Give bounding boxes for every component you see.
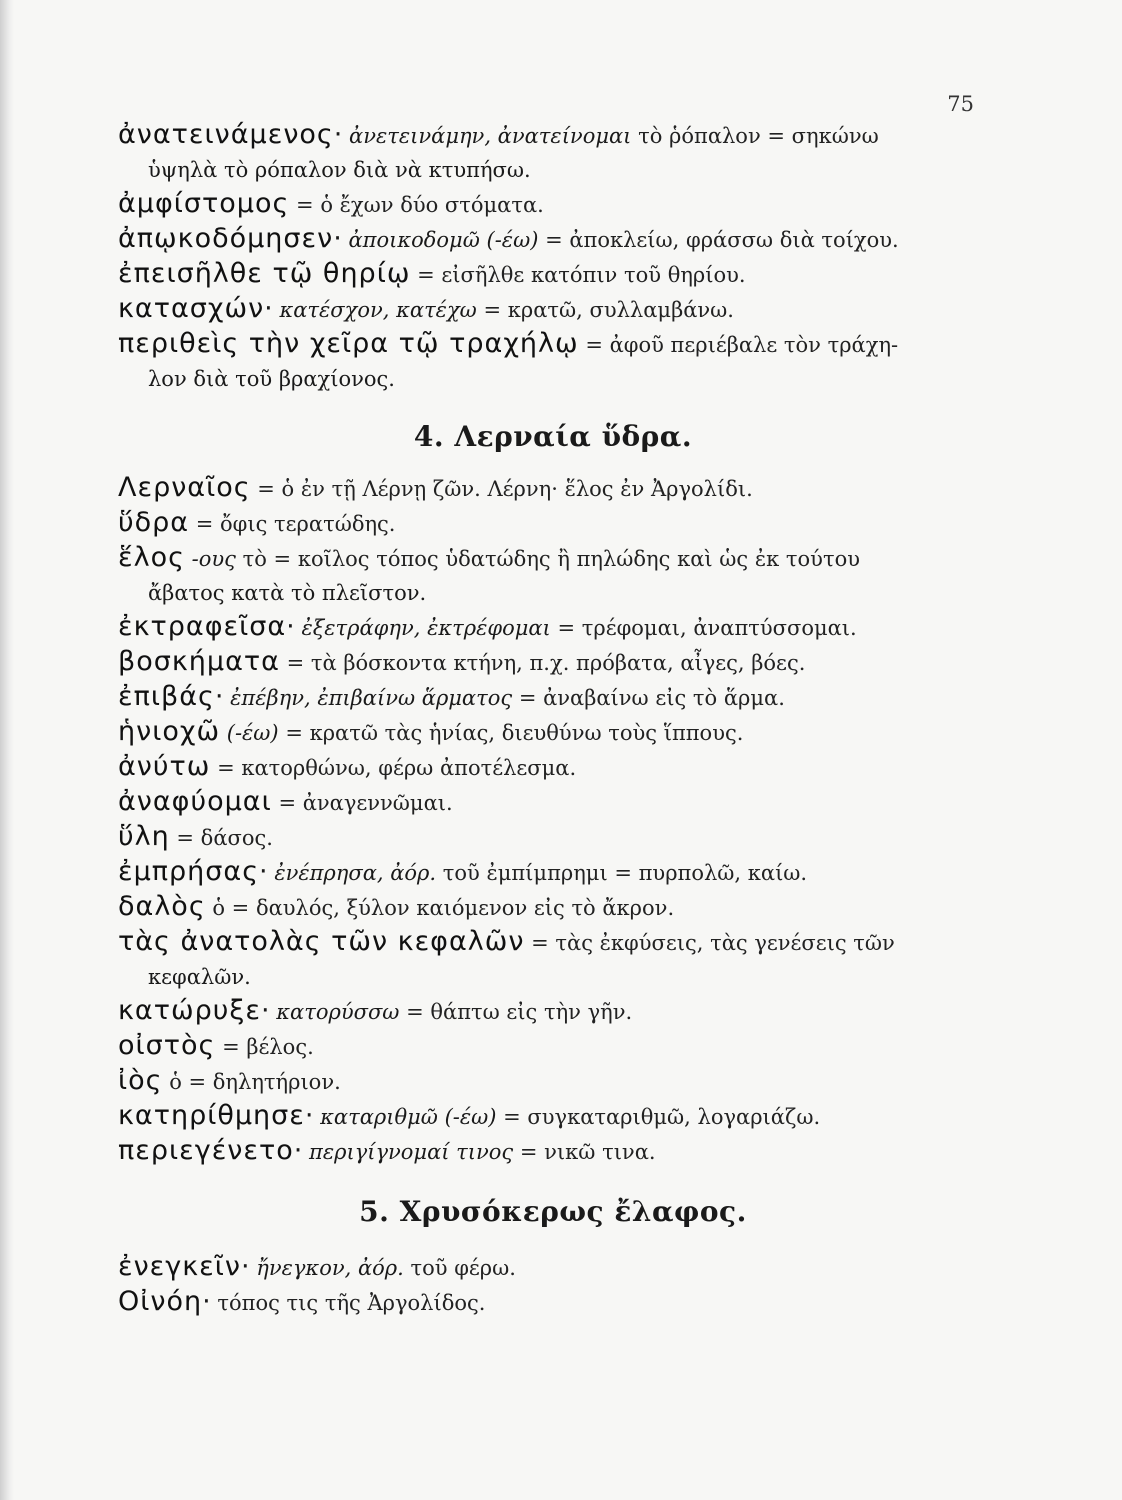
glossary-section-2 xyxy=(118,471,988,1169)
entry-separator: · xyxy=(202,1286,211,1317)
glossary-entry xyxy=(118,1029,988,1064)
entry-definition: = ἀφοῦ περιέβαλε τὸν τράχη- xyxy=(585,333,899,357)
entry-headword: ἀπῳκοδόμησεν xyxy=(118,223,334,254)
entry-definition: = εἰσῆλθε κατόπιν τοῦ θηρίου. xyxy=(417,263,746,287)
entry-headword: ἐνεγκεῖν xyxy=(118,1251,241,1282)
entry-headword: Λερναῖος xyxy=(118,472,251,503)
glossary-section-3 xyxy=(118,1250,988,1320)
entry-grammar-form: ἀνετεινάμην, ἀνατείνομαι xyxy=(349,124,632,148)
entry-headword: ὕδρα xyxy=(118,507,190,538)
entry-definition: = κρατῶ, συλλαμβάνω. xyxy=(483,298,734,322)
glossary-entry xyxy=(118,750,988,785)
glossary-entry xyxy=(118,1285,988,1320)
entry-headword: ἡνιοχῶ xyxy=(118,716,221,747)
entry-definition: = ἀποκλείω, φράσσω διὰ τοίχου. xyxy=(545,228,899,252)
entry-grammar-form: ἤνεγκον, ἀόρ. xyxy=(256,1256,404,1280)
glossary-entry xyxy=(118,855,988,890)
entry-headword: κατώρυξε xyxy=(118,995,261,1026)
entry-definition: τόπος τις τῆς Ἀργολίδος. xyxy=(217,1291,486,1315)
entry-definition: = κρατῶ τὰς ἡνίας, διευθύνω τοὺς ἵππους. xyxy=(285,721,744,745)
section-title-lernaia-hydra: 4. Λερναία ὕδρα. xyxy=(413,420,693,453)
glossary-entry xyxy=(118,257,988,292)
entry-separator: · xyxy=(264,293,273,324)
entry-headword: ἐμπρήσας xyxy=(118,856,260,887)
entry-continuation: λον διὰ τοῦ βραχίονος. xyxy=(148,367,395,391)
entry-separator: · xyxy=(286,611,295,642)
entry-headword: ἐκτραφεῖσα xyxy=(118,611,287,642)
entry-definition: = νικῶ τινα. xyxy=(519,1140,656,1164)
glossary-entry xyxy=(118,541,988,576)
entry-definition: = θάπτω εἰς τὴν γῆν. xyxy=(406,1000,633,1024)
entry-grammar-form: καταριθμῶ (-έω) xyxy=(320,1105,497,1129)
entry-grammar-form: κατέσχον, κατέχω xyxy=(279,298,477,322)
entry-separator: · xyxy=(333,223,342,254)
entry-headword: τὰς ἀνατολὰς τῶν κεφαλῶν xyxy=(118,926,525,957)
entry-headword: ἀνατεινάμενος xyxy=(118,119,334,150)
entry-separator: · xyxy=(333,119,343,150)
glossary-entry xyxy=(118,715,988,750)
glossary-entry xyxy=(118,222,988,257)
entry-headword: οἰστὸς xyxy=(118,1030,216,1061)
entry-definition: = ἀναβαίνω εἰς τὸ ἅρμα. xyxy=(518,686,785,710)
entry-definition: = ὄφις τερατώδης. xyxy=(195,512,396,536)
entry-headword: περιεγένετο xyxy=(118,1135,294,1166)
entry-definition: ὁ = δηλητήριον. xyxy=(169,1070,341,1094)
entry-grammar-form: ἐνέπρησα, ἀόρ. xyxy=(274,861,437,885)
page-edge xyxy=(0,0,14,1500)
entry-grammar-form: περιγίγνομαί τινος xyxy=(309,1140,514,1164)
glossary-entry xyxy=(118,1064,988,1099)
glossary-entry xyxy=(118,506,988,541)
entry-definition: τὸ = κοῖλος τόπος ὑδατώδης ἢ πηλώδης καὶ ὡς ἐκ τούτου xyxy=(242,547,860,571)
entry-continuation: ὑψηλὰ τὸ ρόπαλον διὰ νὰ κτυπήσω. xyxy=(148,158,531,182)
entry-headword: ἐπεισῆλθε τῷ θηρίῳ xyxy=(118,258,411,289)
entry-headword: κατηρίθμησε xyxy=(118,1100,305,1131)
glossary-entry xyxy=(118,785,988,820)
entry-definition: = ὁ ἔχων δύο στόματα. xyxy=(296,193,544,217)
entry-definition: ὁ = δαυλός, ξύλον καιόμενον εἰς τὸ ἄκρον. xyxy=(212,896,675,920)
entry-grammar-form: ἐξετράφην, ἐκτρέφομαι xyxy=(301,616,551,640)
entry-headword: ἀμφίστομος xyxy=(118,188,290,219)
glossary-entry xyxy=(118,292,988,327)
entry-definition: = τὰ βόσκοντα κτήνη, π.χ. πρόβατα, αἶγες, βόες. xyxy=(286,651,806,675)
entry-definition: τοῦ φέρω. xyxy=(410,1256,516,1280)
entry-headword: ἰὸς xyxy=(118,1065,163,1096)
entry-headword: ἐπιβάς xyxy=(118,681,215,712)
entry-grammar-form: (-έω) xyxy=(226,721,279,745)
entry-definition: = συγκαταριθμῶ, λογαριάζω. xyxy=(503,1105,821,1129)
entry-headword: κατασχών xyxy=(118,293,265,324)
entry-definition: = δάσος. xyxy=(176,826,273,850)
entry-headword: ὕλη xyxy=(118,821,170,852)
entry-headword: ἀναφύομαι xyxy=(118,786,272,817)
entry-grammar-form: -ους xyxy=(191,547,236,571)
entry-headword: δαλὸς xyxy=(118,891,206,922)
entry-separator: · xyxy=(304,1100,314,1131)
entry-headword: ἕλος xyxy=(118,542,185,573)
glossary-entry xyxy=(118,890,988,925)
entry-headword: βοσκήματα xyxy=(118,646,280,677)
entry-grammar-form: κατορύσσω xyxy=(276,1000,400,1024)
entry-definition: = βέλος. xyxy=(222,1035,314,1059)
glossary-entry xyxy=(118,1134,988,1169)
entry-separator: · xyxy=(240,1251,250,1282)
entry-continuation: κεφαλῶν. xyxy=(148,965,251,989)
page-number: 75 xyxy=(947,92,974,116)
entry-definition: τὸ ῥόπαλον = σηκώνω xyxy=(638,124,879,148)
glossary-entry xyxy=(118,471,988,506)
entry-headword: ἀνύτω xyxy=(118,751,211,782)
glossary-entry xyxy=(118,680,988,715)
glossary-entry xyxy=(118,925,988,960)
entry-separator: · xyxy=(214,681,224,712)
page-content xyxy=(118,118,988,1320)
glossary-entry xyxy=(118,187,988,222)
entry-continuation: ἄβατος κατὰ τὸ πλεῖστον. xyxy=(148,581,427,605)
glossary-entry xyxy=(118,994,988,1029)
entry-headword: Οἰνόη xyxy=(118,1286,203,1317)
glossary-entry xyxy=(118,118,988,153)
entry-headword: περιθεὶς τὴν χεῖρα τῷ τραχήλῳ xyxy=(118,328,579,359)
entry-definition: = τρέφομαι, ἀναπτύσσομαι. xyxy=(557,616,857,640)
glossary-entry xyxy=(118,645,988,680)
entry-definition: = τὰς ἐκφύσεις, τὰς γενέσεις τῶν xyxy=(531,931,895,955)
glossary-section-1 xyxy=(118,118,988,396)
entry-definition: = κατορθώνω, φέρω ἀποτέλεσμα. xyxy=(217,756,577,780)
glossary-entry xyxy=(118,1099,988,1134)
entry-grammar-form: ἀποικοδομῶ (-έω) xyxy=(348,228,539,252)
glossary-entry xyxy=(118,610,988,645)
entry-grammar-form: ἐπέβην, ἐπιβαίνω ἅρματος xyxy=(230,686,513,710)
glossary-entry xyxy=(118,1250,988,1285)
section-title-chrysokeros-elaphos: 5. Χρυσόκερως ἔλαφος. xyxy=(359,1195,747,1228)
entry-definition: = ὁ ἐν τῇ Λέρνῃ ζῶν. Λέρνη· ἕλος ἐν Ἀργολίδι. xyxy=(257,477,753,501)
entry-definition: = ἀναγεννῶμαι. xyxy=(278,791,453,815)
entry-definition: τοῦ ἐμπίμπρημι = πυρπολῶ, καίω. xyxy=(442,861,808,885)
entry-separator: · xyxy=(259,856,268,887)
glossary-entry xyxy=(118,327,988,362)
entry-separator: · xyxy=(261,995,270,1026)
entry-separator: · xyxy=(293,1135,303,1166)
glossary-entry xyxy=(118,820,988,855)
